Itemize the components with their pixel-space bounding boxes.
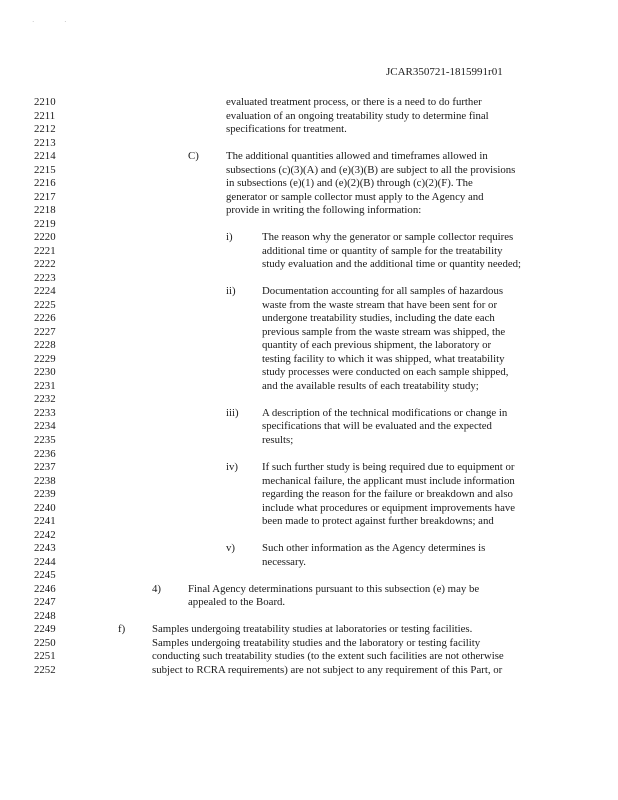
line-text: evaluated treatment process, or there is a need to do further (226, 96, 482, 108)
line-text: study processes were conducted on each sample shipped, (262, 366, 509, 379)
text-line (0, 434, 618, 448)
line-number: 2215 (34, 163, 56, 176)
line-number: 2219 (34, 217, 56, 230)
line-number: 2251 (34, 650, 56, 663)
text-line (0, 366, 618, 380)
line-number: 2229 (34, 352, 56, 365)
line-number: 2217 (34, 190, 56, 203)
line-text: Samples undergoing treatability studies and the laboratory or testing facility (152, 636, 481, 649)
text-line (0, 637, 618, 651)
text-line (0, 556, 618, 570)
text-line (0, 380, 618, 394)
text-line (0, 664, 618, 678)
line-text: evaluation of an ongoing treatability study to determine final (226, 109, 489, 122)
line-number: 2233 (34, 406, 56, 419)
line-number: 2222 (34, 258, 56, 271)
line-number: 2221 (34, 244, 56, 257)
line-text: in subsections (e)(1) and (e)(2)(B) through (c)(2)(F). The (226, 177, 473, 190)
text-line (0, 164, 618, 178)
text-line (0, 393, 618, 407)
line-number: 2244 (34, 555, 56, 568)
line-number: 2212 (34, 123, 56, 136)
line-number: 2249 (34, 623, 56, 636)
line-number: 2231 (34, 379, 56, 392)
item-label: ii) (226, 285, 236, 298)
text-line (0, 123, 618, 137)
line-number: 2227 (34, 325, 56, 338)
line-number: 2250 (34, 636, 56, 649)
line-number: 2210 (34, 96, 56, 108)
line-text: and the available results of each treatability study; (262, 379, 479, 392)
text-line (0, 231, 618, 245)
item-label: 4) (152, 582, 161, 595)
line-text: necessary. (262, 555, 306, 568)
line-text: Final Agency determinations pursuant to this subsection (e) may be (188, 582, 480, 595)
text-line (0, 299, 618, 313)
line-number: 2226 (34, 312, 56, 325)
text-line (0, 420, 618, 434)
text-line (0, 272, 618, 286)
text-line (0, 218, 618, 232)
line-number: 2225 (34, 298, 56, 311)
line-text: The additional quantities allowed and timeframes allowed in (226, 150, 488, 163)
text-line (0, 150, 618, 164)
item-label: v) (226, 542, 235, 555)
text-line (0, 326, 618, 340)
line-text: provide in writing the following information: (226, 204, 422, 217)
text-line (0, 177, 618, 191)
line-number: 2220 (34, 231, 56, 244)
line-number: 2224 (34, 285, 56, 298)
item-label: iv) (226, 461, 238, 474)
text-line (0, 623, 618, 637)
line-number: 2218 (34, 204, 56, 217)
line-text: additional time or quantity of sample for the treatability (262, 244, 503, 257)
line-text: Such other information as the Agency determines is (262, 542, 486, 555)
line-text: include what procedures or equipment improvements have (262, 501, 516, 514)
text-line (0, 650, 618, 664)
line-number: 2223 (34, 271, 56, 284)
text-line (0, 569, 618, 583)
text-line (0, 204, 618, 218)
line-number: 2236 (34, 447, 56, 460)
text-line (0, 461, 618, 475)
line-number: 2232 (34, 393, 56, 406)
text-line (0, 191, 618, 205)
text-line (0, 137, 618, 151)
text-line (0, 596, 618, 610)
line-text: generator or sample collector must apply to the Agency and (226, 190, 484, 203)
item-label: f) (118, 623, 126, 636)
text-line (0, 529, 618, 543)
item-label: C) (188, 150, 199, 163)
line-number: 2213 (34, 136, 56, 149)
line-text: waste from the waste stream that have been sent for or (262, 298, 498, 311)
text-line (0, 110, 618, 124)
text-line (0, 502, 618, 516)
line-text: subject to RCRA requirements) are not subject to any requirement of this Part, or (152, 663, 503, 676)
item-label: i) (226, 231, 233, 244)
line-number: 2245 (34, 569, 56, 582)
line-number: 2242 (34, 528, 56, 541)
line-text: testing facility to which it was shipped, what treatability (262, 352, 505, 365)
line-text: appealed to the Board. (188, 596, 286, 609)
line-number: 2247 (34, 596, 56, 609)
line-text: quantity of each previous shipment, the laboratory or (262, 339, 492, 352)
line-number: 2211 (34, 109, 56, 122)
line-text: been made to protect against further breakdowns; and (262, 515, 494, 528)
text-line (0, 312, 618, 326)
document-id: JCAR350721-1815991r01 (386, 66, 503, 78)
line-number: 2252 (34, 663, 56, 676)
line-number: 2248 (34, 609, 56, 622)
line-text: regarding the reason for the failure or breakdown and also (262, 488, 513, 501)
line-number: 2228 (34, 339, 56, 352)
line-text: results; (262, 434, 294, 446)
text-line (0, 285, 618, 299)
text-line (0, 448, 618, 462)
line-text: specifications for treatment. (226, 123, 347, 136)
line-text: undergone treatability studies, including the date each (262, 312, 495, 325)
line-text: Documentation accounting for all samples of hazardous (262, 285, 504, 298)
line-number: 2238 (34, 474, 56, 487)
text-line (0, 475, 618, 489)
line-number: 2243 (34, 542, 56, 555)
line-number: 2216 (34, 177, 56, 190)
line-number: 2246 (34, 582, 56, 595)
line-text: study evaluation and the additional time or quantity needed; (262, 258, 522, 271)
text-line (0, 488, 618, 502)
line-text: The reason why the generator or sample collector requires (262, 231, 514, 244)
line-number: 2230 (34, 366, 56, 379)
line-number: 2240 (34, 501, 56, 514)
line-text: If such further study is being required due to equipment or (262, 461, 515, 474)
line-text: mechanical failure, the applicant must include information (262, 474, 515, 487)
line-number: 2239 (34, 488, 56, 501)
line-text: specifications that will be evaluated and the expected (262, 420, 492, 433)
line-number: 2235 (34, 434, 56, 446)
text-line (0, 245, 618, 259)
line-number: 2237 (34, 461, 56, 474)
line-number: 2214 (34, 150, 56, 163)
line-text: conducting such treatability studies (to the extent such facilities are not otherwise (152, 650, 504, 663)
line-number: 2241 (34, 515, 56, 528)
line-text: A description of the technical modifications or change in (262, 406, 508, 419)
text-line (0, 583, 618, 597)
text-line (0, 542, 618, 556)
text-line (0, 339, 618, 353)
line-text: previous sample from the waste stream was shipped, the (262, 325, 506, 338)
text-line (0, 353, 618, 367)
scan-marks: · · (32, 18, 81, 26)
text-line (0, 515, 618, 529)
text-line (0, 610, 618, 624)
line-text: subsections (c)(3)(A) and (e)(3)(B) are subject to all the provisions (226, 163, 516, 176)
item-label: iii) (226, 406, 239, 419)
text-line (0, 407, 618, 421)
line-number: 2234 (34, 420, 56, 433)
text-line (0, 258, 618, 272)
text-line (0, 96, 618, 110)
line-text: Samples undergoing treatability studies at laboratories or testing facilities. (152, 623, 473, 636)
